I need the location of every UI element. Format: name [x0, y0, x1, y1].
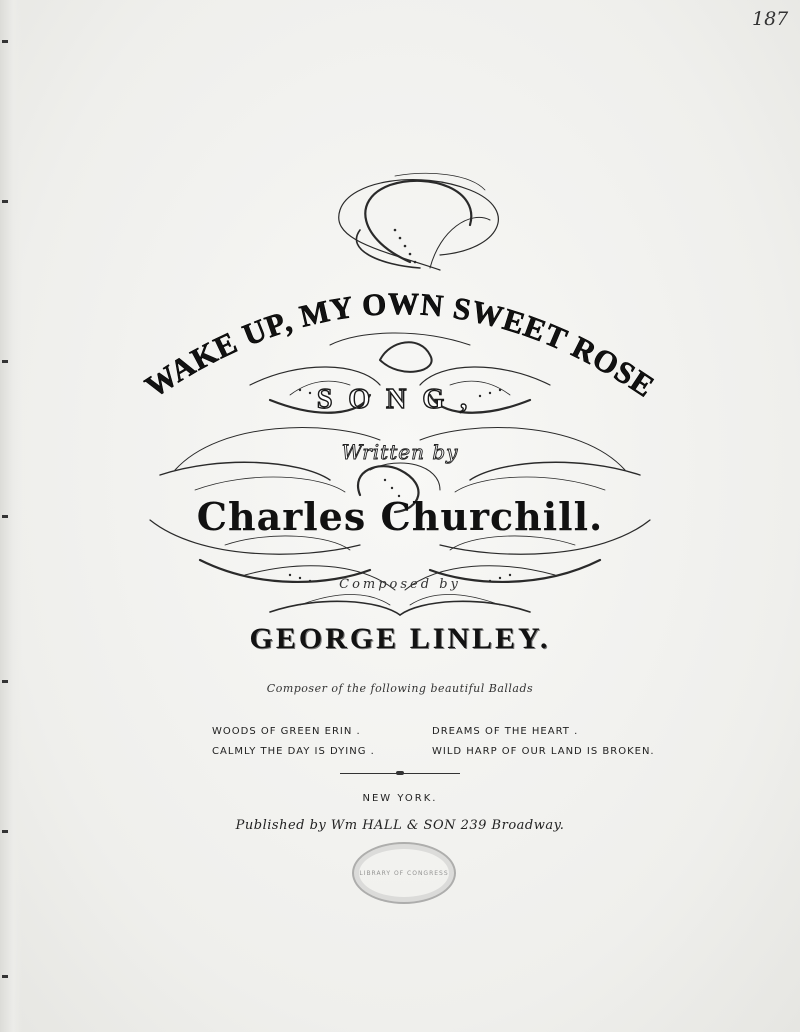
- ballad-item: WILD HARP OF OUR LAND IS BROKEN.: [432, 746, 655, 757]
- stamp-text: LIBRARY OF CONGRESS: [359, 869, 449, 877]
- library-stamp-icon: [352, 842, 456, 904]
- ballad-item: WOODS OF GREEN ERIN .: [212, 726, 361, 737]
- ballad-list: [0, 722, 800, 772]
- composer-of-label: Composer of the following beautiful Ballads: [266, 682, 534, 695]
- song-title-text: WAKE UP, MY OWN SWEET ROSE: [138, 285, 662, 405]
- song-subtitle: SONG,: [316, 384, 484, 415]
- page-number: 187: [752, 8, 789, 30]
- divider-ornament: [396, 771, 404, 775]
- composed-by-label: Composed by: [339, 577, 461, 592]
- ballad-item: DREAMS OF THE HEART .: [432, 726, 579, 737]
- ballad-item: CALMLY THE DAY IS DYING .: [212, 746, 375, 757]
- written-by-label: Written by: [341, 440, 459, 464]
- composer-name: GEORGE LINLEY.: [249, 622, 551, 655]
- lyricist-name: Charles Churchill.: [196, 494, 604, 539]
- imprint-publisher: Published by Wm HALL & SON 239 Broadway.: [235, 818, 565, 833]
- imprint-city: NEW YORK.: [362, 793, 438, 804]
